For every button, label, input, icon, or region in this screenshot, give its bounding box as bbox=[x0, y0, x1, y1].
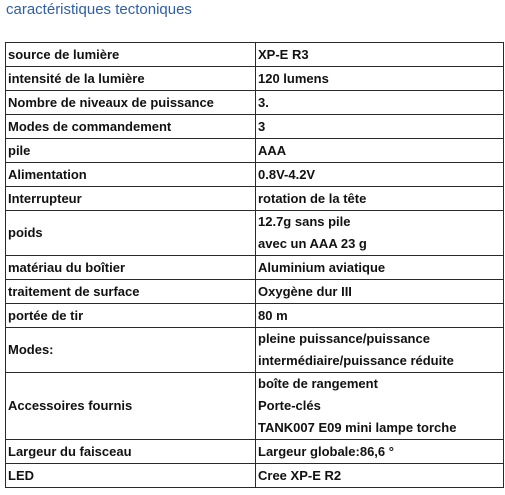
table-row bbox=[6, 43, 504, 67]
table-row bbox=[6, 187, 504, 211]
row-value-line: 3. bbox=[258, 94, 269, 110]
row-label: source de lumière bbox=[6, 43, 256, 67]
row-label: LED bbox=[6, 464, 256, 488]
row-value-line: 0.8V-4.2V bbox=[258, 166, 316, 182]
row-value bbox=[256, 256, 504, 280]
row-value-line: Oxygène dur III bbox=[258, 283, 352, 299]
row-value-line: avec un AAA 23 g bbox=[258, 236, 367, 251]
table-row bbox=[6, 256, 504, 280]
row-label: Nombre de niveaux de puissance bbox=[6, 91, 256, 115]
row-label: Alimentation bbox=[6, 163, 256, 187]
row-value bbox=[256, 163, 504, 187]
row-label: intensité de la lumière bbox=[6, 67, 256, 91]
row-label: traitement de surface bbox=[6, 280, 256, 304]
table-row bbox=[6, 280, 504, 304]
row-value bbox=[256, 43, 504, 67]
row-value bbox=[256, 280, 504, 304]
table-row bbox=[6, 67, 504, 91]
row-value-line: XP-E R3 bbox=[258, 46, 309, 62]
row-value-line: Cree XP-E R2 bbox=[258, 467, 342, 483]
specifications-table-body bbox=[6, 43, 504, 488]
row-value-line: pleine puissance/puissance bbox=[258, 331, 430, 346]
row-value bbox=[256, 115, 504, 139]
row-value-line: 80 m bbox=[258, 307, 288, 323]
row-value bbox=[256, 91, 504, 115]
row-value-line: 120 lumens bbox=[258, 70, 329, 86]
page-title: caractéristiques tectoniques bbox=[6, 1, 192, 18]
row-value-line: intermédiaire/puissance réduite bbox=[258, 353, 454, 368]
row-value bbox=[256, 464, 504, 488]
table-row bbox=[6, 373, 504, 440]
table-row bbox=[6, 211, 504, 256]
row-label: pile bbox=[6, 139, 256, 163]
row-value-line: rotation de la tête bbox=[258, 190, 367, 206]
row-label: matériau du boîtier bbox=[6, 256, 256, 280]
row-label: Largeur du faisceau bbox=[6, 440, 256, 464]
row-label: Interrupteur bbox=[6, 187, 256, 211]
table-row bbox=[6, 163, 504, 187]
row-value-line: Porte-clés bbox=[258, 398, 321, 413]
table-row bbox=[6, 139, 504, 163]
row-value bbox=[256, 440, 504, 464]
row-value bbox=[256, 67, 504, 91]
specifications-table bbox=[5, 42, 504, 488]
row-label: poids bbox=[6, 211, 256, 256]
row-label: Accessoires fournis bbox=[6, 373, 256, 440]
row-value-line: 3 bbox=[258, 118, 266, 134]
row-value bbox=[256, 373, 504, 440]
row-value bbox=[256, 304, 504, 328]
row-label: Modes: bbox=[6, 328, 256, 373]
row-label: portée de tir bbox=[6, 304, 256, 328]
row-value bbox=[256, 211, 504, 256]
table-row bbox=[6, 328, 504, 373]
row-label: Modes de commandement bbox=[6, 115, 256, 139]
table-row bbox=[6, 91, 504, 115]
row-value bbox=[256, 139, 504, 163]
row-value-line: Largeur globale:86,6 ° bbox=[258, 443, 394, 459]
row-value-line: 12.7g sans pile bbox=[258, 214, 351, 229]
row-value-line: boîte de rangement bbox=[258, 376, 378, 391]
row-value-line: Aluminium aviatique bbox=[258, 259, 386, 275]
row-value-line: AAA bbox=[258, 142, 287, 158]
row-value bbox=[256, 187, 504, 211]
table-row bbox=[6, 115, 504, 139]
row-value bbox=[256, 328, 504, 373]
row-value-line: TANK007 E09 mini lampe torche bbox=[258, 420, 457, 435]
table-row bbox=[6, 304, 504, 328]
table-row bbox=[6, 440, 504, 464]
table-row bbox=[6, 464, 504, 488]
